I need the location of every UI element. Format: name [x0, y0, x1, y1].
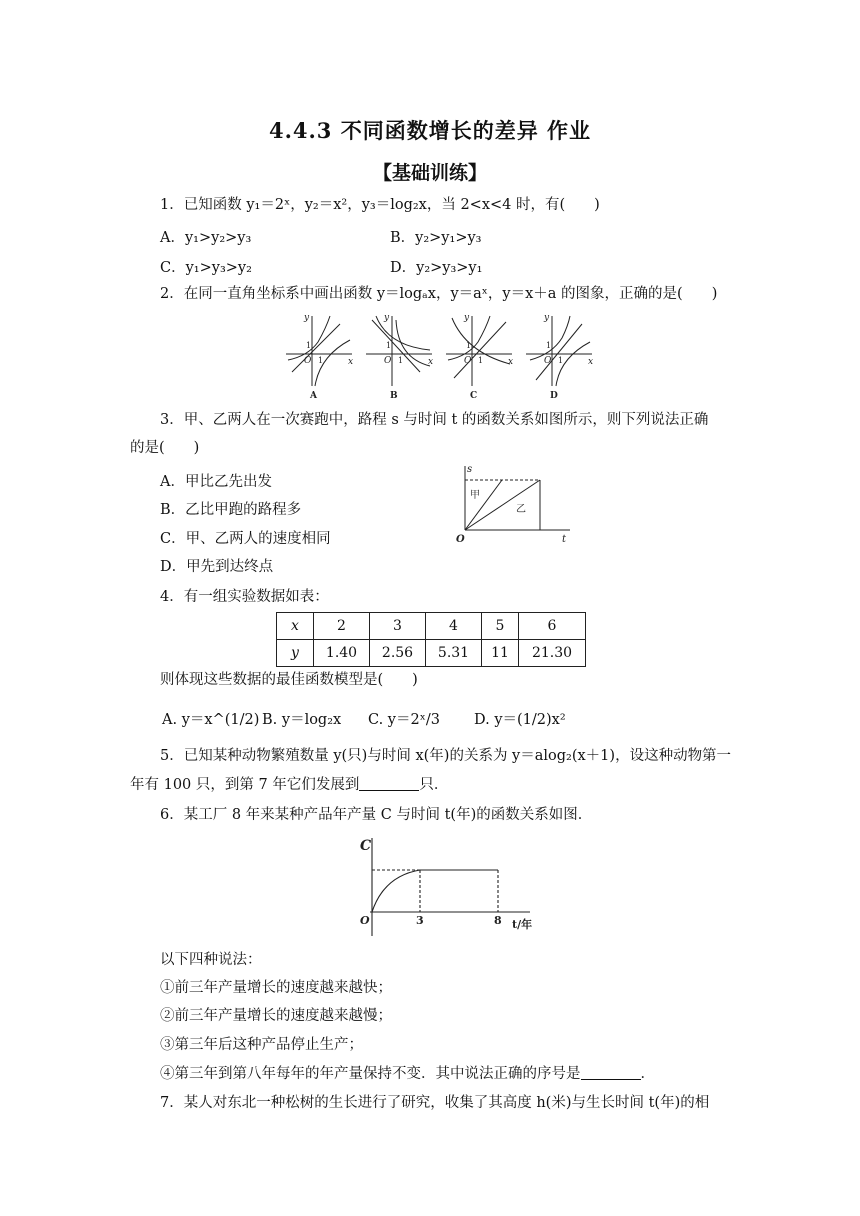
q3-option-d: D．甲先到达终点 — [160, 559, 274, 575]
q2-stem: 2．在同一直角坐标系中画出函数 y＝logₐx，y＝aˣ，y＝x＋a 的图象，正确的是( ) — [160, 286, 718, 302]
q7-line1: 7．某人对东北一种松树的生长进行了研究，收集了其高度 h(米)与生长时间 t(年)的相 — [160, 1095, 710, 1111]
q6-statement-4 — [160, 1064, 655, 1084]
q2-d-origin: O — [544, 356, 552, 366]
q6-origin: O — [360, 914, 370, 927]
table-cell: 3 — [370, 613, 426, 640]
q2-graph-label-c: C — [470, 391, 478, 400]
q3-stem-line1: 3．甲、乙两人在一次赛跑中，路程 s 与时间 t 的函数关系如图所示，则下列说法正确 — [160, 412, 709, 428]
q6-graph — [350, 832, 550, 942]
q2-b-yaxis-label: y — [384, 313, 390, 323]
table-row-x — [277, 613, 586, 640]
q6-statement-2: ②前三年产量增长的速度越来越慢； — [160, 1008, 392, 1024]
q3-origin: O — [456, 534, 465, 545]
table-cell: 4 — [426, 613, 482, 640]
q1-option-a: A．y₁>y₂>y₃ — [160, 230, 252, 246]
q2-c-origin: O — [464, 356, 472, 366]
table-cell: 2 — [314, 613, 370, 640]
q4-option-a: A. y＝x^(1/2) — [162, 712, 260, 728]
q2-graph-label-b: B — [390, 391, 398, 400]
q1-option-b: B．y₂>y₁>y₃ — [390, 230, 482, 246]
q2-b-one-x: 1 — [398, 356, 404, 365]
q5-line2-end: 只． — [419, 777, 449, 793]
q2-d-one-x: 1 — [558, 356, 564, 365]
section-heading: 【基础训练】 — [372, 162, 487, 184]
q6-statement-1: ①前三年产量增长的速度越来越快； — [160, 980, 392, 996]
q6-tick-3: 3 — [416, 914, 424, 927]
q6-t-unit: t/年 — [512, 918, 533, 931]
q2-graph-label-d: D — [550, 391, 558, 400]
q2-c-one-x: 1 — [478, 356, 484, 365]
q6-intro: 以下四种说法： — [160, 952, 262, 968]
q4-option-d: D. y＝(1/2)x² — [474, 712, 566, 728]
q3-option-c: C．甲、乙两人的速度相同 — [160, 531, 331, 547]
q2-a-xaxis-label: x — [348, 357, 354, 367]
table-cell: 1.40 — [314, 640, 370, 667]
q5-answer-blank[interactable] — [359, 776, 419, 791]
table-cell: 5.31 — [426, 640, 482, 667]
q2-b-one: 1 — [386, 341, 392, 350]
q2-c-one: 1 — [466, 341, 472, 350]
q6-answer-blank[interactable] — [581, 1065, 641, 1080]
q3-s-label: s — [467, 464, 473, 475]
table-header-y: y — [277, 640, 314, 667]
table-row-y — [277, 640, 586, 667]
q4-option-b: B. y＝log₂x — [262, 712, 342, 728]
table-cell: 6 — [519, 613, 586, 640]
q1-option-d: D．y₂>y₃>y₁ — [390, 260, 483, 276]
q2-a-origin: O — [304, 356, 312, 366]
q3-t-label: t — [562, 534, 567, 545]
q2-b-xaxis-label: x — [428, 357, 434, 367]
q6-statement-4-end: ． — [640, 1066, 655, 1082]
table-header-x: x — [277, 613, 314, 640]
q2-graph-label-a: A — [310, 391, 317, 400]
q4-stem: 4．有一组实验数据如表： — [160, 589, 329, 605]
q5-line2-text: 年有 100 只，到第 7 年它们发展到 — [130, 777, 360, 793]
q3-jia-label: 甲 — [470, 490, 480, 501]
q5-line2 — [130, 775, 448, 795]
page-title: 4.4.3 不同函数增长的差异 作业 — [268, 118, 592, 143]
q3-yi-label: 乙 — [516, 504, 526, 515]
q4-question: 则体现这些数据的最佳函数模型是( ) — [160, 672, 418, 688]
q6-stem: 6．某工厂 8 年来某种产品年产量 C 与时间 t(年)的函数关系如图． — [160, 807, 593, 823]
q6-tick-8: 8 — [494, 914, 502, 927]
q6-statement-4-text: ④第三年到第八年每年的年产量保持不变．其中说法正确的序号是 — [160, 1066, 581, 1082]
q2-c-xaxis-label: x — [508, 357, 514, 367]
q6-c-label: C — [360, 838, 372, 854]
q3-stem-line2: 的是( ) — [130, 440, 200, 456]
q3-option-a: A．甲比乙先出发 — [160, 474, 272, 490]
table-cell: 2.56 — [370, 640, 426, 667]
q3-option-b: B．乙比甲跑的路程多 — [160, 502, 302, 518]
q1-option-c: C．y₁>y₃>y₂ — [160, 260, 252, 276]
q2-b-origin: O — [384, 356, 392, 366]
q2-d-yaxis-label: y — [544, 313, 550, 323]
q3-graph — [450, 460, 580, 550]
q2-a-one: 1 — [306, 341, 312, 350]
q2-d-one: 1 — [546, 341, 552, 350]
q4-data-table — [276, 612, 586, 667]
q4-option-c: C. y＝2ˣ/3 — [368, 712, 440, 728]
q1-stem: 1．已知函数 y₁＝2ˣ，y₂＝x²，y₃＝log₂x，当 2<x<4 时，有( ) — [160, 197, 600, 213]
q5-line1: 5．已知某种动物繁殖数量 y(只)与时间 x(年)的关系为 y＝alog₂(x＋1)，设这种动物第一 — [160, 748, 732, 764]
table-cell: 11 — [482, 640, 519, 667]
table-cell: 5 — [482, 613, 519, 640]
q2-a-one-x: 1 — [318, 356, 324, 365]
q2-c-yaxis-label: y — [464, 313, 470, 323]
q2-d-xaxis-label: x — [588, 357, 594, 367]
q2-graphs — [280, 310, 600, 400]
q6-statement-3: ③第三年后这种产品停止生产； — [160, 1037, 363, 1053]
q2-a-yaxis-label: y — [304, 313, 310, 323]
table-cell: 21.30 — [519, 640, 586, 667]
